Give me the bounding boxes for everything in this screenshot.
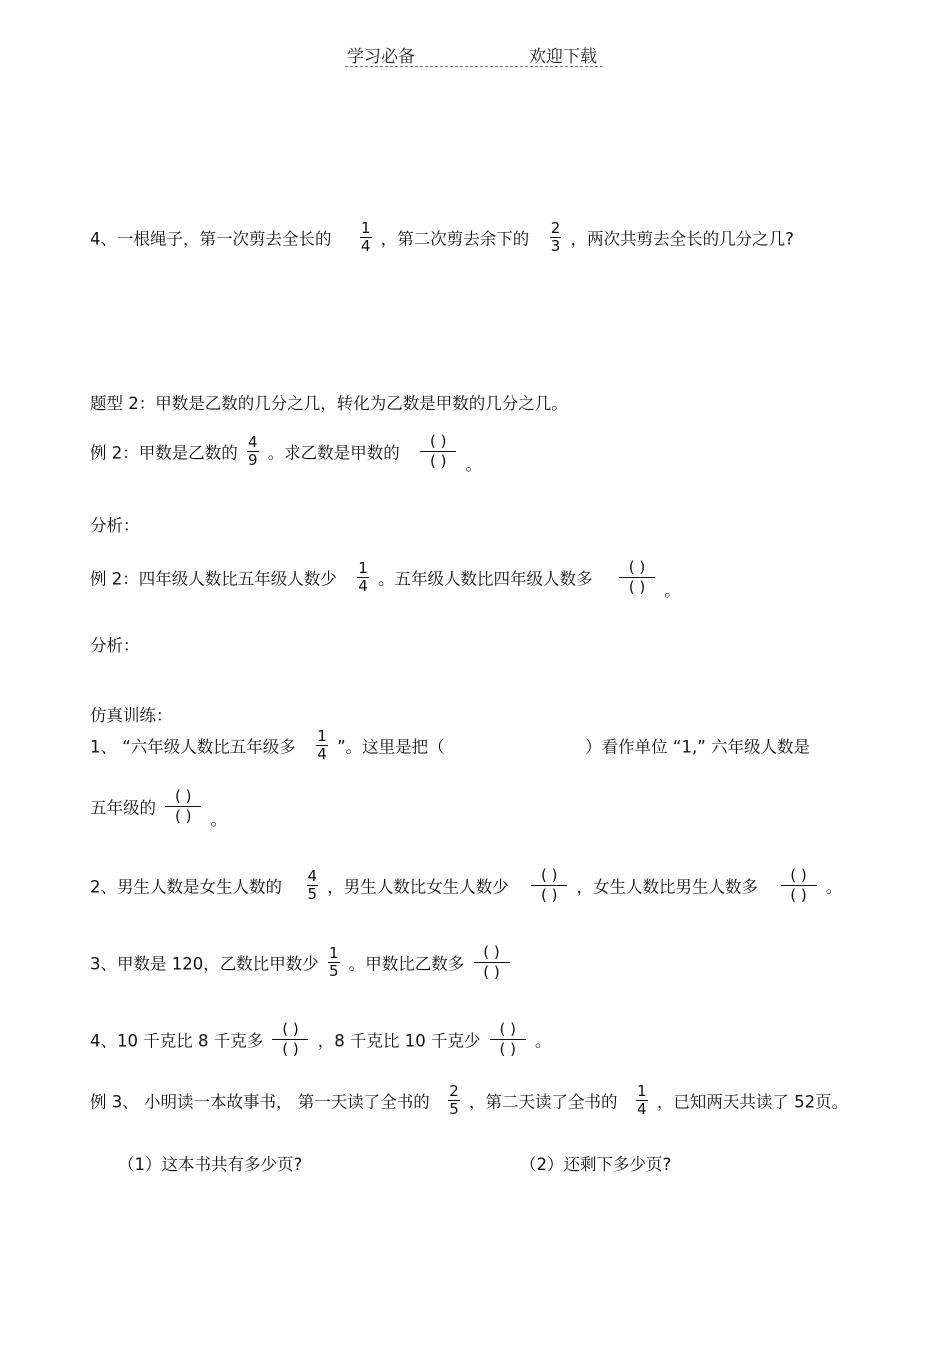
question-4-text-a: 4、一根绳子，第一次剪去全长的: [90, 229, 332, 249]
practice-1-text-e: 。: [210, 810, 227, 829]
example-3: [90, 1083, 848, 1118]
practice-1-text-d: 五年级的: [90, 798, 156, 818]
practice-2-text-c: ，女生人数比男生人数多: [576, 877, 759, 897]
fraction-2-3: $\frac{2}{3}$: [550, 219, 561, 255]
question-4-text-b: ，第二次剪去余下的: [380, 229, 530, 249]
example-2a: [90, 432, 482, 475]
example-2b-text-b: 。五年级人数比四年级人数多: [378, 569, 593, 589]
page-header: [345, 40, 603, 67]
blank-fraction[interactable]: $\frac{( )}{( )}$: [165, 787, 201, 826]
blank-fraction[interactable]: $\frac{( )}{( )}$: [420, 432, 456, 471]
practice-1-text-a: 1、 “六年级人数比五年级多: [90, 737, 296, 757]
header-left: 学习必备: [347, 47, 415, 67]
question-4: [90, 220, 794, 255]
practice-2-text-a: 2、男生人数是女生人数的: [90, 877, 282, 897]
example-3-question-2: （2）还剩下多少页?: [520, 1155, 672, 1174]
example-3-text-a: 例 3、 小明读一本故事书， 第一天读了全书的: [90, 1092, 430, 1112]
fraction-1-4: $\frac{1}{4}$: [637, 1082, 647, 1118]
practice-1-cont: [90, 787, 227, 830]
analysis-label-1: 分析：: [90, 516, 140, 535]
blank-fraction[interactable]: $\frac{( )}{( )}$: [490, 1020, 526, 1059]
practice-4-text-b: ，8 千克比 10 千克少: [317, 1031, 481, 1051]
example-2a-text-a: 例 2：甲数是乙数的: [90, 443, 238, 463]
fraction-4-9: $\frac{4}{9}$: [248, 433, 258, 469]
practice-2: [90, 866, 842, 905]
example-3-text-c: ，已知两天共读了 52页。: [656, 1092, 849, 1112]
practice-1: [90, 728, 810, 763]
blank-fraction[interactable]: $\frac{( )}{( )}$: [272, 1020, 308, 1059]
practice-2-text-e: 。: [825, 877, 843, 897]
example-2b: [90, 558, 681, 601]
fraction-1-4: $\frac{1}{4}$: [361, 219, 371, 255]
practice-3-text-a: 3、甲数是 120，乙数比甲数少: [90, 954, 319, 974]
header-right: 欢迎下载: [529, 47, 597, 67]
fraction-2-5: $\frac{2}{5}$: [449, 1082, 459, 1118]
blank-fraction[interactable]: $\frac{( )}{( )}$: [474, 943, 510, 982]
practice-title: 仿真训练：: [90, 706, 173, 725]
example-3-question-1: （1）这本书共有多少页?: [118, 1155, 303, 1174]
blank-fraction[interactable]: $\frac{( )}{( )}$: [531, 866, 567, 905]
practice-1-text-c: ）看作单位 “1,” 六年级人数是: [585, 737, 810, 757]
practice-2-text-b: ，男生人数比女生人数少: [327, 877, 509, 897]
question-4-text-c: ，两次共剪去全长的几分之几?: [570, 229, 794, 249]
practice-3-text-b: 。甲数比乙数多: [348, 954, 465, 974]
blank-fraction[interactable]: $\frac{( )}{( )}$: [781, 866, 817, 905]
practice-1-text-b: ”。这里是把（: [337, 737, 445, 757]
fraction-1-4: $\frac{1}{4}$: [317, 727, 327, 763]
example-2a-text-b: 。求乙数是甲数的: [267, 443, 400, 463]
example-3-text-b: ，第二天读了全书的: [469, 1092, 618, 1112]
analysis-label-2: 分析：: [90, 636, 140, 655]
example-2b-text-a: 例 2：四年级人数比五年级人数少: [90, 569, 337, 589]
practice-4-text-a: 4、10 千克比 8 千克多: [90, 1031, 264, 1051]
practice-4-text-e: 。: [534, 1031, 552, 1051]
practice-4: [90, 1020, 551, 1059]
example-2b-text-c: 。: [664, 581, 681, 600]
practice-3: [90, 943, 514, 982]
blank-fraction[interactable]: $\frac{( )}{( )}$: [619, 558, 655, 597]
fraction-1-4: $\frac{1}{4}$: [358, 559, 368, 595]
fraction-1-5: $\frac{1}{5}$: [329, 944, 339, 980]
example-2a-text-c: 。: [465, 455, 483, 474]
type-2-title-text: 题型 2：甲数是乙数的几分之几，转化为乙数是甲数的几分之几。: [90, 394, 568, 413]
type-2-title: [90, 390, 568, 414]
fraction-4-5: $\frac{4}{5}$: [307, 867, 318, 903]
